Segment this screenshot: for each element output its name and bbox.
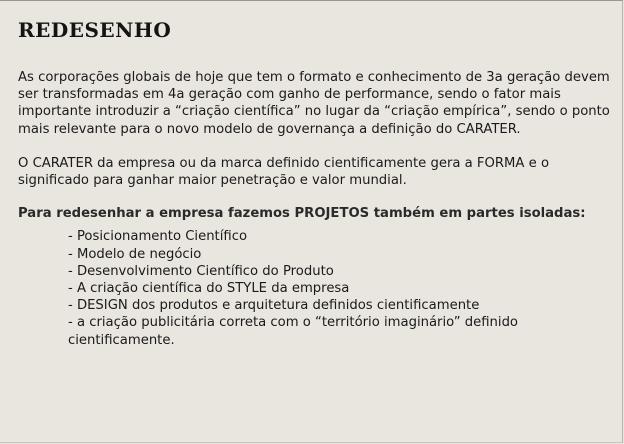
list-item: - Desenvolvimento Científico do Produto (68, 263, 334, 279)
carater-paragraph: O CARATER da empresa ou da marca definido cientificamente gera a FORMA e o significado para ganhar maior penetração e valor mundial. (18, 155, 550, 189)
list-item: - DESIGN dos produtos e arquitetura definidos cientificamente (68, 298, 480, 314)
projects-list (18, 228, 568, 348)
main-content (18, 69, 616, 349)
list-item: - Modelo de negócio (68, 246, 202, 262)
intro-paragraph: As corporações globais de hoje que tem o formato e conhecimento de 3a geração devem ser transformadas em 4a geração com ganho de performance, sendo o fator mais importante introduzir a “criação científica” no lugar da “criação empírica”, sendo o ponto mais relevante para o novo modelo de governança a definição do CARATER. (18, 70, 610, 137)
list-item: - a criação publicitária correta com o “território imaginário” definido cientificamente. (68, 315, 519, 348)
list-item: - Posicionamento Científico (68, 229, 248, 245)
projects-subheading: Para redesenhar a empresa fazemos PROJETOS também em partes isoladas: (18, 206, 586, 222)
page-title: REDESENHO (18, 18, 172, 42)
list-item: - A criação científica do STYLE da empresa (68, 281, 350, 297)
